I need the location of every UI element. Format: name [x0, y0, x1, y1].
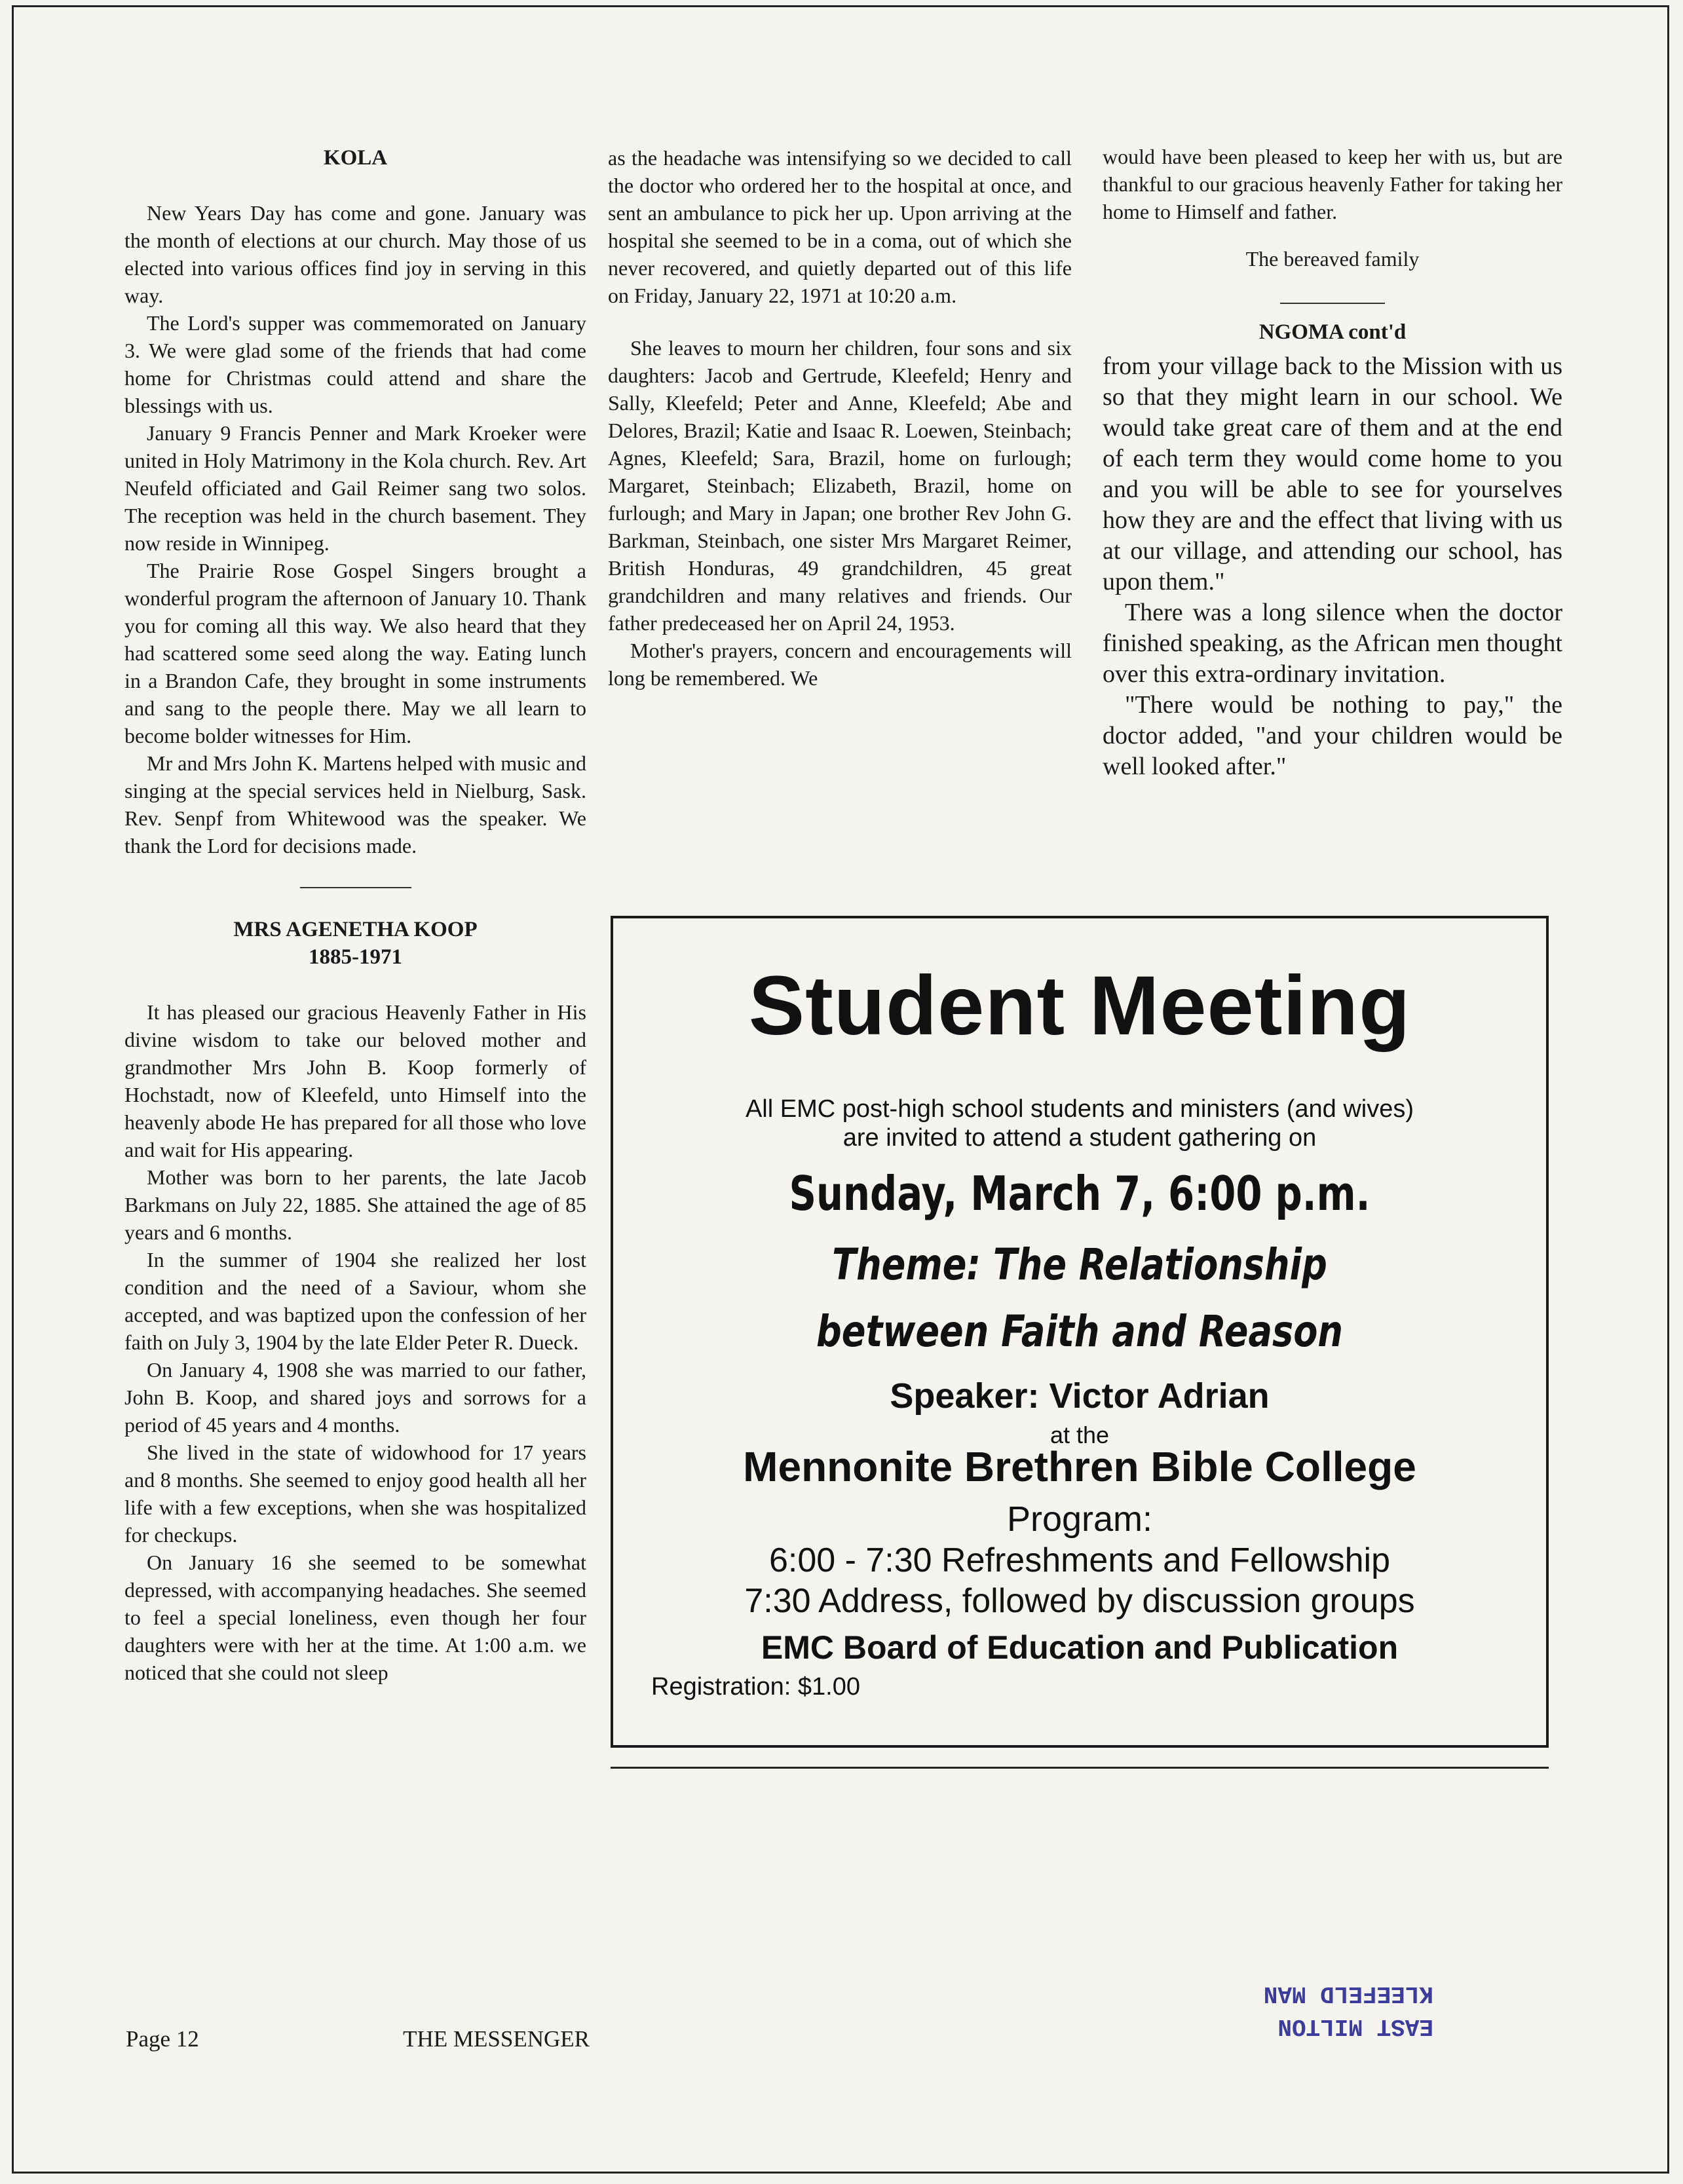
ngoma-paragraph: "There would be nothing to pay," the doctor added, "and your children would be well looked after." [1103, 691, 1562, 780]
obituary-paragraph: as the headache was intensifying so we decided to call the doctor who ordered her to the hospital at once, and sent an ambulance to pick her up. Upon arriving at the hospital she seemed to be in a coma, out of which she never recovered, and quietly departed out of this life on Friday, January 22, 1971 at 10:20 a.m. [608, 146, 1072, 307]
obituary-paragraph: It has pleased our gracious Heavenly Father in His divine wisdom to take our beloved mother and grandmother Mrs John B. Koop formerly of Hochstadt, now of Kleefeld, unto Himself into the heavenly abode He has prepared for all those who love and wait for His appearing. [124, 1000, 586, 1161]
obituary-paragraph: She leaves to mourn her children, four sons and six daughters: Jacob and Gertrude, Kleefeld; Henry and Sally, Kleefeld; Peter and Anne, Kleefeld; Abe and Delores, Brazil; Katie and Isaac R. Loewen, Steinbach; Agnes, Kleefeld; Sara, Brazil, home on furlough; Margaret, Steinbach; Elizabeth, Brazil, home on furlough; and Mary in Japan; one brother Rev John G. Barkman, Steinbach, one sister Mrs Margaret Reimer, British Honduras, 49 grandchildren, 45 great grandchildren and many relatives and friends. Our father predeceased her on April 24, 1953. [608, 336, 1072, 635]
ad-program-item: 6:00 - 7:30 Refreshments and Fellowship [768, 1541, 1391, 1579]
obituary-paragraph: Mother was born to her parents, the late Jacob Barkmans on July 22, 1885. She attained the age of 85 years and 6 months. [124, 1165, 586, 1244]
obituary-heading: MRS AGENETHA KOOP [233, 918, 478, 941]
ad-invite-line: All EMC post-high school students and ministers (and wives) [745, 1095, 1414, 1123]
ad-title: Student Meeting [748, 959, 1411, 1053]
obituary-paragraph: She lived in the state of widowhood for 17 years and 8 months. She seemed to enjoy good health all her life with a few exceptions, when she was hospitalized for checkups. [124, 1440, 586, 1547]
page-number: Page 12 [126, 2026, 199, 2052]
ngoma-paragraph: from your village back to the Mission with us so that they might learn in our school. We would take great care of them and at the end of each term they would come home to you and you will be able to see for yourselves how they are and the effect that living with us at our village, and attending our school, has upon them." [1103, 352, 1562, 595]
column-2 [608, 144, 1072, 692]
column-3 [1103, 143, 1562, 782]
ad-date: Sunday, March 7, 6:00 p.m. [789, 1166, 1371, 1221]
ad-at-the: at the [1050, 1421, 1110, 1448]
obituary-years: 1885-1971 [309, 945, 402, 969]
kola-heading: KOLA [323, 146, 388, 170]
kola-paragraph: January 9 Francis Penner and Mark Kroeker were united in Holy Matrimony in the Kola church. Rev. Art Neufeld officiated and Gail Reimer sang two solos. The reception was held in the church basement. They now reside in Winnipeg. [124, 421, 586, 555]
ad-theme: between Faith and Reason [816, 1306, 1343, 1357]
ad-theme: Theme: The Relationship [832, 1239, 1327, 1290]
obituary-paragraph: In the summer of 1904 she realized her lost condition and the need of a Saviour, whom she accepted, and was baptized upon the confession of her faith on July 3, 1904 by the late Elder Peter R. Dueck. [124, 1248, 586, 1354]
obituary-paragraph: Mother's prayers, concern and encouragements will long be remembered. We [608, 639, 1072, 690]
ad-program-item: 7:30 Address, followed by discussion groups [744, 1582, 1415, 1620]
kola-paragraph: New Years Day has come and gone. January was the month of elections at our church. May those of us elected into various offices find joy in serving in this way. [124, 201, 586, 307]
ngoma-heading: NGOMA cont'd [1258, 320, 1407, 344]
obituary-paragraph: would have been pleased to keep her with us, but are thankful to our gracious heavenly Father for taking her home to Himself and father. [1103, 145, 1562, 223]
ad-speaker: Speaker: Victor Adrian [890, 1376, 1270, 1416]
obituary-signature: The bereaved family [1245, 247, 1420, 271]
column-1 [124, 144, 586, 1686]
obituary-paragraph: On January 4, 1908 she was married to our father, John B. Koop, and shared joys and sorrows for a period of 45 years and 4 months. [124, 1358, 586, 1437]
ad-program-label: Program: [1006, 1499, 1153, 1539]
stamp-line: EAST MILTON [1277, 2013, 1433, 2040]
ngoma-paragraph: There was a long silence when the doctor finished speaking, as the African men thought over this extra-ordinary invitation. [1103, 599, 1562, 688]
kola-paragraph: Mr and Mrs John K. Martens helped with music and singing at the special services held in Nielburg, Sask. Rev. Senpf from Whitewood was the speaker. We thank the Lord for decisions made. [124, 751, 586, 857]
kola-paragraph: The Prairie Rose Gospel Singers brought a wonderful program the afternoon of January 10. Thank you for coming all this way. We also heard that they had scattered some seed along the way. Eating lunch in a Brandon Cafe, they brought in some instruments and sang to the people there. May we all learn to become bolder witnesses for Him. [124, 559, 586, 747]
ad-sponsor: EMC Board of Education and Publication [761, 1629, 1399, 1666]
bottom-rule [611, 1767, 1549, 1769]
publication-name: THE MESSENGER [403, 2026, 590, 2052]
address-stamp [1211, 1977, 1433, 2043]
ad-invite-line: are invited to attend a student gathering on [842, 1124, 1317, 1152]
student-meeting-ad [611, 916, 1549, 1748]
page-footer [126, 2026, 590, 2052]
obituary-paragraph: On January 16 she seemed to be somewhat depressed, with accompanying headaches. She seemed to feel a special loneliness, even though her four daughters were with her at the time. At 1:00 a.m. we noticed that she could not sleep [124, 1551, 586, 1684]
ad-venue: Mennonite Brethren Bible College [743, 1443, 1416, 1490]
ad-registration: Registration: $1.00 [651, 1673, 860, 1701]
kola-paragraph: The Lord's supper was commemorated on January 3. We were glad some of the friends that had come home for Christmas could attend and share the blessings with us. [124, 311, 586, 417]
stamp-line: KLEEFELD MAN [1263, 1980, 1433, 2007]
